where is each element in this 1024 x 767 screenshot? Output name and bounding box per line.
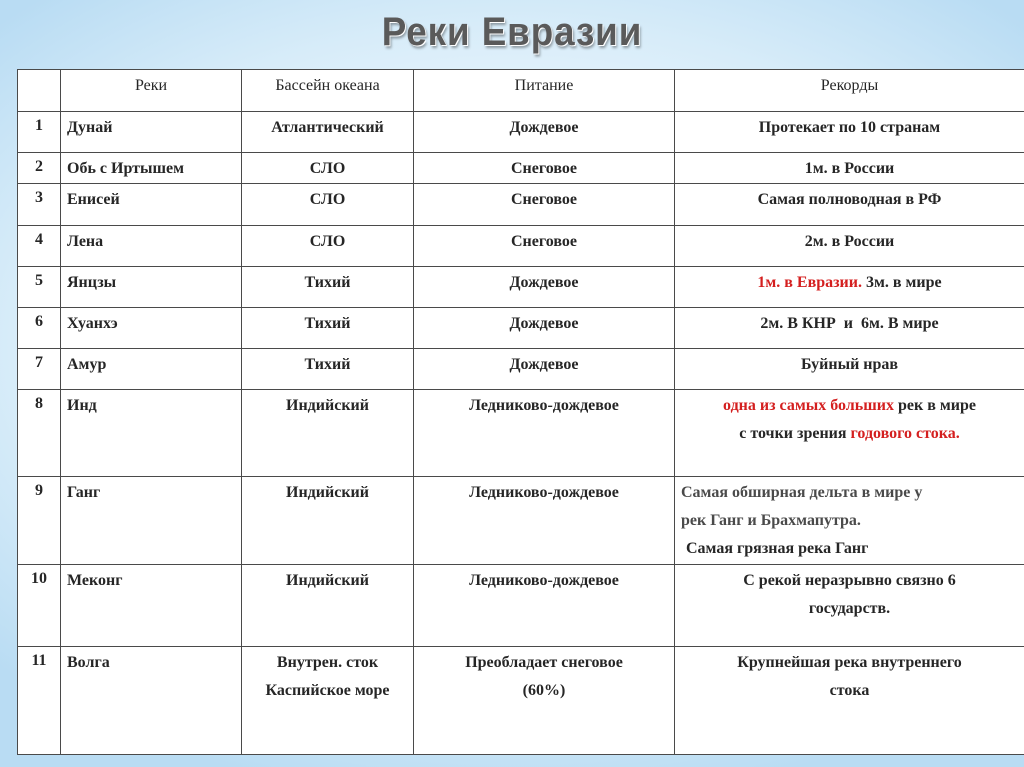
record-line: С рекой неразрывно связно 6: [743, 572, 956, 589]
river-feed: Дождевое: [414, 308, 675, 349]
river-feed: Снеговое: [414, 226, 675, 267]
record-highlight: одна из самых больших: [723, 397, 894, 414]
ocean-basin: Тихий: [242, 308, 414, 349]
ocean-basin: Индийский: [242, 390, 414, 477]
record-text: 3м. в мире: [861, 274, 942, 291]
row-number: 11: [18, 647, 61, 755]
rivers-table: [17, 69, 1024, 755]
ocean-basin: Индийский: [242, 477, 414, 565]
ocean-basin: СЛО: [242, 226, 414, 267]
page-title: Реки Евразии: [381, 10, 643, 54]
row-number: 4: [18, 226, 61, 267]
river-record: 2м. в России: [675, 226, 1024, 267]
record-text: с точки зрения: [739, 425, 851, 442]
river-feed: Снеговое: [414, 184, 675, 226]
record-line: Крупнейшая река внутреннего: [737, 654, 962, 671]
table-row: [18, 112, 1024, 153]
header-feed: Питание: [414, 70, 675, 112]
row-number: 10: [18, 565, 61, 647]
table-row: [18, 477, 1024, 565]
table-row: [18, 153, 1024, 184]
ocean-basin: Тихий: [242, 267, 414, 308]
river-name: Енисей: [61, 184, 242, 226]
table-row: [18, 647, 1024, 755]
row-number: 9: [18, 477, 61, 565]
river-feed: Ледниково-дождевое: [414, 477, 675, 565]
record-highlight: годового стока.: [850, 425, 960, 442]
record-highlight: 1м. в Евразии.: [757, 274, 862, 291]
ocean-basin: Атлантический: [242, 112, 414, 153]
river-name: Лена: [61, 226, 242, 267]
river-name: Волга: [61, 647, 242, 755]
table-row: [18, 226, 1024, 267]
table-row: [18, 565, 1024, 647]
river-feed: Снеговое: [414, 153, 675, 184]
row-number: 2: [18, 153, 61, 184]
river-name: Янцзы: [61, 267, 242, 308]
table-row: [18, 184, 1024, 226]
river-feed: Дождевое: [414, 267, 675, 308]
record-line: стока: [829, 682, 870, 699]
row-number: 7: [18, 349, 61, 390]
ocean-basin: СЛО: [242, 153, 414, 184]
river-name: Амур: [61, 349, 242, 390]
row-number: 3: [18, 184, 61, 226]
river-feed: Дождевое: [414, 112, 675, 153]
river-feed: Ледниково-дождевое: [414, 565, 675, 647]
row-number: 6: [18, 308, 61, 349]
table-row: [18, 390, 1024, 477]
river-record: [675, 390, 1024, 477]
row-number: 1: [18, 112, 61, 153]
basin-line: Каспийское море: [265, 682, 390, 699]
record-line: [679, 420, 1020, 448]
header-number: [18, 70, 61, 112]
row-number: 5: [18, 267, 61, 308]
river-name: Обь с Иртышем: [61, 153, 242, 184]
river-feed: Дождевое: [414, 349, 675, 390]
table-header-row: [18, 70, 1024, 112]
river-feed: [414, 647, 675, 755]
header-records: Рекорды: [675, 70, 1024, 112]
table-row: [18, 267, 1024, 308]
header-basin: Бассейн океана: [242, 70, 414, 112]
basin-line: Внутрен. сток: [276, 654, 379, 671]
river-name: Ганг: [61, 477, 242, 565]
ocean-basin: СЛО: [242, 184, 414, 226]
header-rivers: Реки: [61, 70, 242, 112]
river-name: Дунай: [61, 112, 242, 153]
record-line: рек Ганг и Брахмапутра.: [681, 512, 861, 529]
ocean-basin: [242, 647, 414, 755]
river-record: Самая полноводная в РФ: [675, 184, 1024, 226]
river-record: Буйный нрав: [675, 349, 1024, 390]
record-line: Самая грязная река Ганг: [686, 540, 869, 557]
river-record: [675, 565, 1024, 647]
ocean-basin: Индийский: [242, 565, 414, 647]
river-feed: Ледниково-дождевое: [414, 390, 675, 477]
river-record: [675, 267, 1024, 308]
river-name: Меконг: [61, 565, 242, 647]
record-text: рек в мире: [893, 397, 976, 414]
river-record: [675, 477, 1024, 565]
record-line: Самая обширная дельта в мире у: [681, 484, 923, 501]
row-number: 8: [18, 390, 61, 477]
record-line: [679, 392, 1020, 420]
table-row: [18, 349, 1024, 390]
feed-line: (60%): [522, 682, 566, 699]
river-record: Протекает по 10 странам: [675, 112, 1024, 153]
river-name: Хуанхэ: [61, 308, 242, 349]
ocean-basin: Тихий: [242, 349, 414, 390]
table-row: [18, 308, 1024, 349]
river-record: 1м. в России: [675, 153, 1024, 184]
record-line: государств.: [808, 600, 891, 617]
river-name: Инд: [61, 390, 242, 477]
river-record: [675, 647, 1024, 755]
river-record: 2м. В КНР и 6м. В мире: [675, 308, 1024, 349]
feed-line: Преобладает снеговое: [465, 654, 623, 671]
